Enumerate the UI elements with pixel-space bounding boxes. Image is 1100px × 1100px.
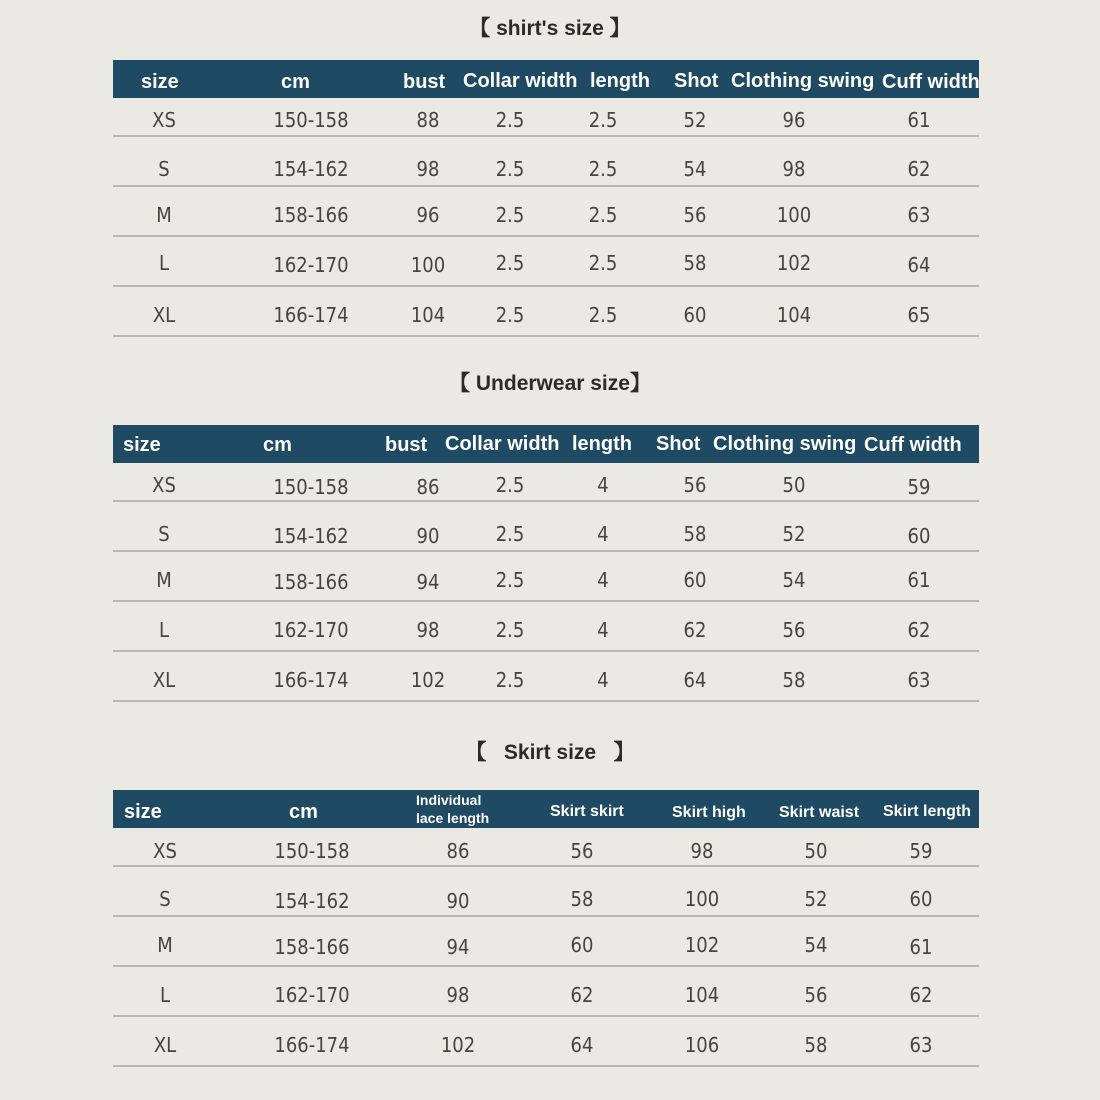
table-cell: 86 <box>446 839 470 863</box>
column-header: Shot <box>674 70 719 92</box>
table-cell: 58 <box>683 522 707 546</box>
column-header: cm <box>281 71 310 93</box>
table-cell: 56 <box>782 618 806 642</box>
table-cell: 2.5 <box>588 157 618 181</box>
column-header: Cuff width <box>864 434 962 456</box>
table-body <box>113 828 979 1067</box>
table-cell: 52 <box>804 887 828 911</box>
column-header: Clothing swing <box>713 433 857 455</box>
table-cell: 65 <box>907 303 931 327</box>
table-cell: 94 <box>416 570 440 594</box>
table-cell: 56 <box>683 203 707 227</box>
column-header: size <box>123 434 161 456</box>
table-cell: 2.5 <box>588 203 618 227</box>
table-cell: 4 <box>597 473 609 497</box>
column-header: length <box>590 70 650 92</box>
table-cell: 166-174 <box>273 303 349 327</box>
table-header <box>113 425 979 463</box>
table-cell: 162-170 <box>273 253 349 277</box>
table-cell: 104 <box>410 303 446 327</box>
table-cell: 90 <box>446 889 470 913</box>
table-cell: 2.5 <box>588 251 618 275</box>
table-row <box>113 828 979 867</box>
column-header: Collar width <box>445 433 560 455</box>
table-cell: 102 <box>776 251 812 275</box>
column-header: cm <box>263 434 292 456</box>
table-cell: S <box>158 157 170 181</box>
table-cell: 100 <box>776 203 812 227</box>
table-cell: M <box>157 933 173 957</box>
table-cell: 162-170 <box>274 983 350 1007</box>
column-header: Skirt waist <box>779 804 860 821</box>
table-cell: 59 <box>909 839 933 863</box>
column-header: length <box>572 433 632 455</box>
table-cell: L <box>158 618 170 642</box>
table-cell: 88 <box>416 108 440 132</box>
table-cell: 64 <box>683 668 707 692</box>
table-cell: 58 <box>804 1033 828 1057</box>
table-cell: XL <box>153 1033 177 1057</box>
table-row <box>113 552 979 602</box>
table-cell: 2.5 <box>495 618 525 642</box>
table-cell: 63 <box>909 1033 933 1057</box>
table-cell: 2.5 <box>495 108 525 132</box>
table-cell: 4 <box>597 618 609 642</box>
table-cell: 56 <box>570 839 594 863</box>
table-cell: 4 <box>597 522 609 546</box>
shirt-size-title: 【 shirt's size 】 <box>469 17 631 40</box>
table-cell: 158-166 <box>274 935 350 959</box>
column-header: bust <box>403 71 446 93</box>
table-cell: 61 <box>907 108 931 132</box>
shirt-size-table <box>113 60 979 337</box>
table-row <box>113 137 979 187</box>
table-cell: 63 <box>907 203 931 227</box>
table-cell: XS <box>152 473 176 497</box>
column-header: Skirt high <box>672 804 746 821</box>
table-cell: 60 <box>907 524 931 548</box>
column-header: size <box>124 801 162 823</box>
table-cell: 2.5 <box>495 568 525 592</box>
table-cell: 96 <box>782 108 806 132</box>
table-cell: 64 <box>907 253 931 277</box>
table-cell: 4 <box>597 568 609 592</box>
table-cell: XS <box>152 108 176 132</box>
table-row <box>113 652 979 702</box>
table-row <box>113 967 979 1017</box>
underwear-size-title: 【 Underwear size】 <box>449 372 651 395</box>
table-cell: 61 <box>907 568 931 592</box>
table-header <box>113 790 979 828</box>
table-cell: 106 <box>684 1033 720 1057</box>
table-row <box>113 237 979 287</box>
column-header: Skirt length <box>883 803 972 820</box>
table-cell: XS <box>153 839 177 863</box>
table-cell: 60 <box>570 933 594 957</box>
table-cell: 158-166 <box>273 203 349 227</box>
table-cell: 58 <box>683 251 707 275</box>
column-header: Individual lace length <box>416 792 490 827</box>
table-cell: 56 <box>804 983 828 1007</box>
table-cell: S <box>158 522 170 546</box>
table-cell: 166-174 <box>273 668 349 692</box>
table-row <box>113 602 979 652</box>
table-cell: 2.5 <box>495 203 525 227</box>
column-header: size <box>141 71 179 93</box>
table-cell: 2.5 <box>495 303 525 327</box>
table-body <box>113 98 979 337</box>
table-cell: 2.5 <box>495 522 525 546</box>
table-cell: 98 <box>446 983 470 1007</box>
column-header: bust <box>385 434 428 456</box>
underwear-size-table <box>113 425 979 702</box>
table-cell: 96 <box>416 203 440 227</box>
skirt-size-title: 【 Skirt size 】 <box>465 741 635 764</box>
table-cell: 104 <box>776 303 812 327</box>
table-cell: L <box>159 983 171 1007</box>
table-cell: 86 <box>416 475 440 499</box>
table-cell: 2.5 <box>495 157 525 181</box>
column-header: Skirt skirt <box>550 803 624 820</box>
table-cell: 52 <box>782 522 806 546</box>
table-cell: 150-158 <box>274 839 350 863</box>
table-header <box>113 60 979 98</box>
table-cell: 100 <box>410 253 446 277</box>
table-cell: 102 <box>410 668 446 692</box>
table-cell: 58 <box>782 668 806 692</box>
table-cell: 150-158 <box>273 475 349 499</box>
table-row <box>113 502 979 552</box>
table-cell: 2.5 <box>495 251 525 275</box>
table-cell: 54 <box>683 157 707 181</box>
table-cell: XL <box>152 668 176 692</box>
table-cell: 60 <box>683 303 707 327</box>
column-header: Collar width <box>463 70 578 92</box>
table-cell: XL <box>152 303 176 327</box>
table-cell: 63 <box>907 668 931 692</box>
table-cell: 60 <box>909 887 933 911</box>
table-cell: 158-166 <box>273 570 349 594</box>
table-row <box>113 1017 979 1067</box>
table-cell: 100 <box>684 887 720 911</box>
table-row <box>113 187 979 237</box>
table-body <box>113 463 979 702</box>
table-cell: 62 <box>907 618 931 642</box>
table-cell: 62 <box>570 983 594 1007</box>
table-cell: 150-158 <box>273 108 349 132</box>
table-cell: 58 <box>570 887 594 911</box>
table-cell: 59 <box>907 475 931 499</box>
table-cell: 154-162 <box>274 889 350 913</box>
table-cell: 98 <box>782 157 806 181</box>
table-cell: 52 <box>683 108 707 132</box>
table-row <box>113 98 979 137</box>
table-cell: 90 <box>416 524 440 548</box>
table-cell: 94 <box>446 935 470 959</box>
table-cell: 2.5 <box>495 668 525 692</box>
table-cell: 60 <box>683 568 707 592</box>
table-cell: 104 <box>684 983 720 1007</box>
column-header: cm <box>289 801 318 823</box>
table-cell: 50 <box>804 839 828 863</box>
table-cell: 62 <box>909 983 933 1007</box>
table-cell: M <box>156 203 172 227</box>
table-cell: 102 <box>440 1033 476 1057</box>
table-cell: 54 <box>782 568 806 592</box>
table-cell: 2.5 <box>495 473 525 497</box>
table-cell: 56 <box>683 473 707 497</box>
table-cell: 154-162 <box>273 524 349 548</box>
table-cell: 98 <box>690 839 714 863</box>
table-cell: 162-170 <box>273 618 349 642</box>
table-cell: 4 <box>597 668 609 692</box>
table-cell: 62 <box>907 157 931 181</box>
column-header: Shot <box>656 433 701 455</box>
table-cell: 154-162 <box>273 157 349 181</box>
table-cell: 102 <box>684 933 720 957</box>
table-cell: 2.5 <box>588 108 618 132</box>
table-row <box>113 867 979 917</box>
table-cell: M <box>156 568 172 592</box>
table-cell: 2.5 <box>588 303 618 327</box>
table-cell: 61 <box>909 935 933 959</box>
table-cell: 64 <box>570 1033 594 1057</box>
table-row <box>113 287 979 337</box>
table-cell: 50 <box>782 473 806 497</box>
table-cell: 98 <box>416 157 440 181</box>
table-row <box>113 917 979 967</box>
table-cell: 98 <box>416 618 440 642</box>
table-cell: 62 <box>683 618 707 642</box>
table-cell: S <box>159 887 171 911</box>
table-cell: 54 <box>804 933 828 957</box>
column-header: Clothing swing <box>731 70 875 92</box>
table-cell: 166-174 <box>274 1033 350 1057</box>
table-cell: L <box>158 251 170 275</box>
column-header: Cuff width <box>882 71 980 93</box>
skirt-size-table <box>113 790 979 1067</box>
table-row <box>113 463 979 502</box>
